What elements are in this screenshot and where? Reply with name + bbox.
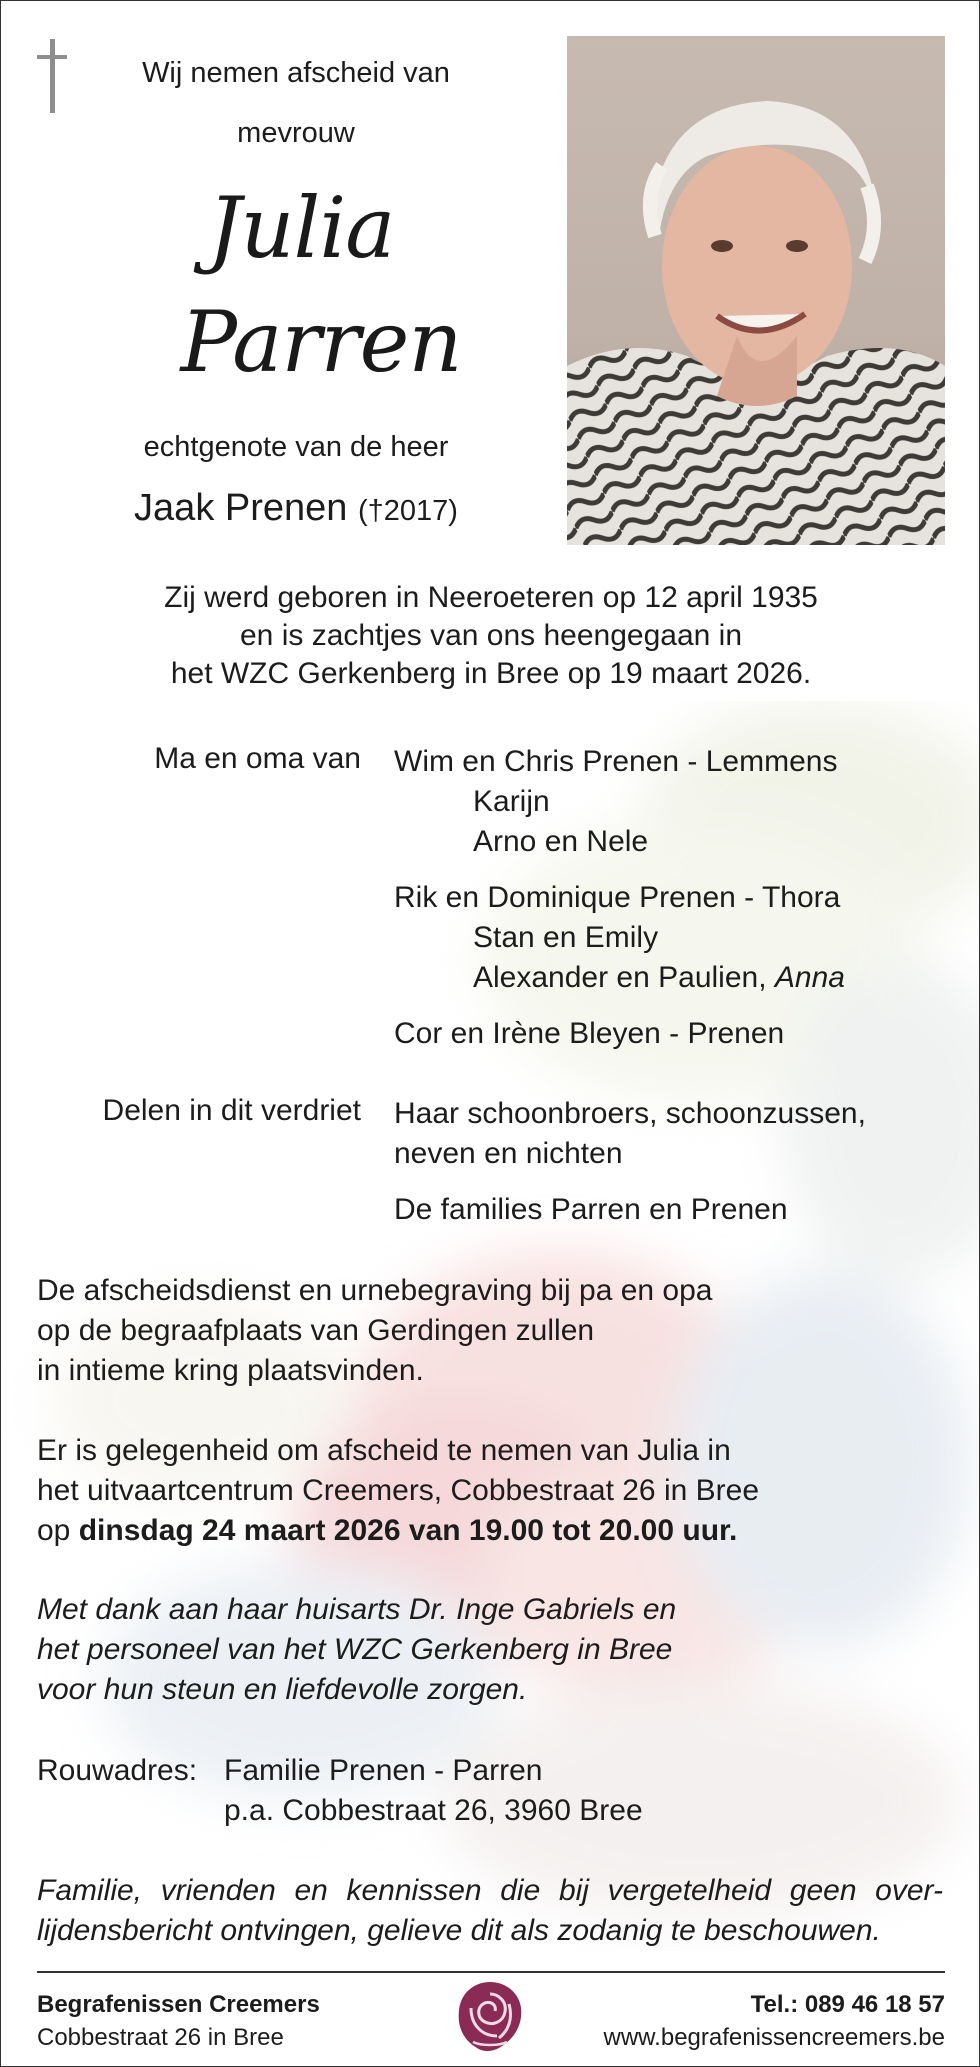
service-paragraph: [37, 1271, 937, 1391]
portrait-drawing: [567, 36, 945, 545]
footer-company: Begrafenissen Creemers: [37, 1991, 320, 2018]
spouse-name: Jaak Prenen: [134, 487, 348, 529]
service-line: op de begraafplaats van Gerdingen zullen: [37, 1314, 595, 1347]
footer-website[interactable]: www.begrafenissencreemers.be: [603, 2024, 945, 2051]
thanks-line: voor hun steun en liefdevolle zorgen.: [37, 1673, 528, 1706]
family-g2-child-italic: Anna: [774, 961, 845, 994]
address-line: p.a. Cobbestraat 26, 3960 Bree: [224, 1794, 643, 1827]
portrait-photo: [567, 36, 945, 545]
sharing-line: neven en nichten: [394, 1137, 623, 1170]
visit-line: Er is gelegenheid om afscheid te nemen van Julia in: [37, 1434, 731, 1467]
address-label: Rouwadres:: [37, 1754, 198, 1787]
visit-paragraph: [37, 1431, 937, 1551]
family-g1-child: Arno en Nele: [473, 825, 649, 858]
bio-line: en is zachtjes van ons heengegaan in: [239, 619, 743, 652]
family-g2-parents: Rik en Dominique Prenen - Thora: [394, 881, 841, 914]
footer-divider: [37, 1971, 945, 1973]
spouse-line: [91, 487, 501, 530]
family-g1-parents: Wim en Chris Prenen - Lemmens: [394, 745, 838, 778]
first-name: Julia: [207, 179, 395, 277]
thanks-line: het personeel van het WZC Gerkenberg in Bree: [37, 1633, 673, 1666]
notice-line: Familie, vrienden en kennissen die bij vergetelheid geen over-: [37, 1874, 943, 1907]
family-g1-child: Karijn: [473, 785, 550, 818]
sharing-line: De families Parren en Prenen: [394, 1193, 788, 1226]
footer-address: Cobbestraat 26 in Bree: [37, 2024, 284, 2051]
cross-icon: [37, 39, 67, 113]
title-line: mevrouw: [237, 117, 355, 149]
spouse-intro: echtgenote van de heer: [143, 431, 449, 463]
footer-phone: Tel.: 089 46 18 57: [750, 1991, 945, 2018]
address-line: Familie Prenen - Parren: [224, 1754, 543, 1787]
bio-line: het WZC Gerkenberg in Bree op 19 maart 2026.: [170, 657, 812, 690]
visit-prefix: op: [37, 1514, 79, 1547]
thanks-paragraph: [37, 1590, 937, 1710]
notice-paragraph: [37, 1871, 943, 1951]
rose-logo-icon: [453, 1978, 527, 2058]
family-label: Ma en oma van: [154, 742, 361, 775]
visit-line: [37, 1511, 937, 1551]
sharing-line: Haar schoonbroers, schoonzussen,: [394, 1097, 866, 1130]
intro-line: Wij nemen afscheid van: [142, 57, 450, 89]
bio-line: Zij werd geboren in Neeroeteren op 12 april 1935: [164, 581, 818, 614]
visit-line: het uitvaartcentrum Creemers, Cobbestraat 26 in Bree: [37, 1474, 760, 1507]
spouse-death: (†2017): [357, 495, 458, 527]
biography: [61, 579, 921, 693]
service-line: in intieme kring plaatsvinden.: [37, 1354, 424, 1387]
thanks-line: Met dank aan haar huisarts Dr. Inge Gabriels en: [37, 1593, 677, 1626]
visit-datetime: dinsdag 24 maart 2026 van 19.00 tot 20.00 uur.: [78, 1514, 738, 1547]
service-line: De afscheidsdienst en urnebegraving bij pa en opa: [37, 1274, 713, 1307]
notice-line: lijdensbericht ontvingen, gelieve dit als zodanig te beschouwen.: [37, 1914, 881, 1947]
family-g3-parents: Cor en Irène Bleyen - Prenen: [394, 1017, 785, 1050]
family-g2-child-main: Alexander en Paulien,: [473, 961, 775, 994]
sharing-label: Delen in dit verdriet: [102, 1094, 361, 1127]
family-g2-child: [473, 958, 845, 998]
last-name: Parren: [180, 293, 462, 391]
family-g2-child: Stan en Emily: [473, 921, 659, 954]
